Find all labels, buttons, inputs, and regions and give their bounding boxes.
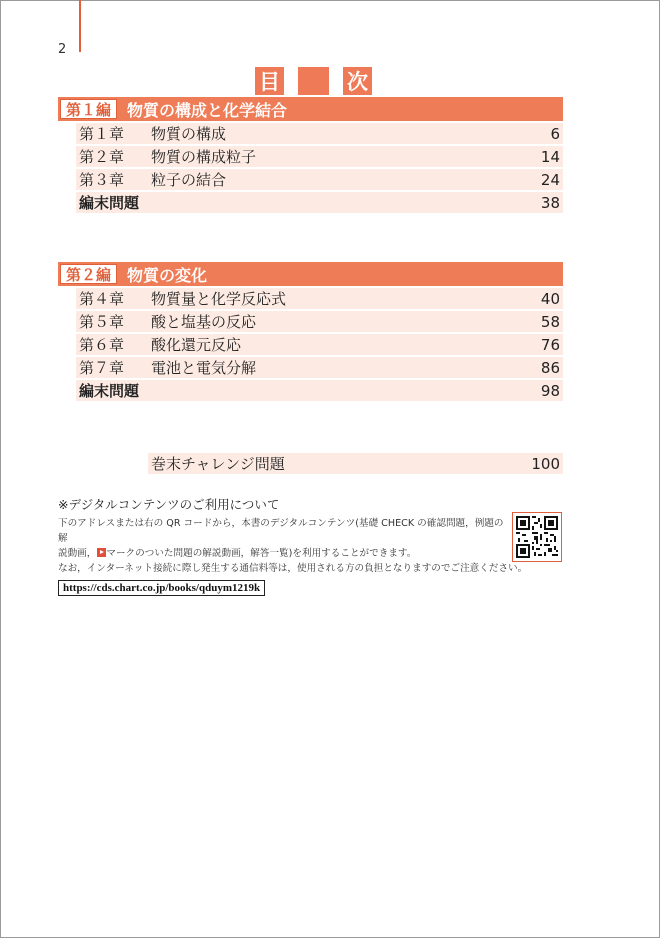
challenge-name: 巻末チャレンジ問題 bbox=[151, 455, 285, 473]
page-ref: 24 bbox=[540, 170, 560, 189]
page-ref: 38 bbox=[540, 193, 560, 212]
chapter-label: 第７章 bbox=[79, 359, 125, 377]
toc-row-chapter-2[interactable] bbox=[76, 146, 563, 167]
title-char-2: 次 bbox=[343, 67, 372, 95]
toc-row-chapter-1[interactable] bbox=[76, 123, 563, 144]
url-link[interactable]: https://cds.chart.co.jp/books/qduym1219k bbox=[58, 580, 265, 596]
play-icon bbox=[97, 548, 106, 557]
notice-line-2b: マークのついた問題の解説動画，解答一覧)を利用することができます。 bbox=[106, 548, 417, 559]
chapter-name: 酸化還元反応 bbox=[151, 336, 242, 354]
notice-title: ※デジタルコンテンツのご利用について bbox=[58, 497, 280, 512]
chapter-label: 第５章 bbox=[79, 313, 125, 331]
chapter-name: 物質量と化学反応式 bbox=[151, 290, 287, 308]
notice-body bbox=[58, 516, 528, 576]
page-ref: 100 bbox=[531, 454, 560, 473]
part-tag: 第１編 bbox=[60, 99, 117, 119]
review-name: 編末問題 bbox=[79, 382, 140, 400]
chapter-label: 第１章 bbox=[79, 125, 125, 143]
toc-row-chapter-5[interactable] bbox=[76, 311, 563, 332]
toc-row-challenge[interactable] bbox=[148, 453, 563, 474]
toc-row-chapter-6[interactable] bbox=[76, 334, 563, 355]
qr-code-icon[interactable] bbox=[512, 512, 562, 562]
toc-row-chapter-3[interactable] bbox=[76, 169, 563, 190]
title-char-1: 目 bbox=[255, 67, 284, 95]
part-2 bbox=[58, 262, 563, 401]
part-header bbox=[58, 262, 563, 286]
chapter-name: 電池と電気分解 bbox=[151, 359, 257, 377]
notice-line-2a: 説動画， bbox=[58, 548, 97, 559]
page-title bbox=[255, 67, 372, 95]
challenge-section bbox=[148, 451, 563, 474]
part-header bbox=[58, 97, 563, 121]
chapter-name: 物質の構成粒子 bbox=[151, 148, 257, 166]
page-ref: 98 bbox=[540, 381, 560, 400]
chapter-name: 物質の構成 bbox=[151, 125, 227, 143]
part-tag: 第２編 bbox=[60, 264, 117, 284]
part-title: 物質の変化 bbox=[127, 265, 208, 285]
page-ref: 58 bbox=[540, 312, 560, 331]
page-ref: 86 bbox=[540, 358, 560, 377]
part-1 bbox=[58, 97, 563, 213]
chapter-label: 第４章 bbox=[79, 290, 125, 308]
toc-row-part-review[interactable] bbox=[76, 192, 563, 213]
chapter-label: 第３章 bbox=[79, 171, 125, 189]
toc-row-chapter-4[interactable] bbox=[76, 288, 563, 309]
digital-content-notice bbox=[58, 495, 563, 596]
page-ref: 76 bbox=[540, 335, 560, 354]
notice-line-1: 下のアドレスまたは右の QR コードから，本書のデジタルコンテンツ(基礎 CHECK の確認問題，例題の解 bbox=[58, 518, 504, 544]
title-spacer-box bbox=[298, 67, 329, 95]
review-name: 編末問題 bbox=[79, 194, 140, 212]
chapter-label: 第２章 bbox=[79, 148, 125, 166]
qr-code-graphic bbox=[516, 516, 558, 558]
page-ref: 14 bbox=[540, 147, 560, 166]
toc-row-chapter-7[interactable] bbox=[76, 357, 563, 378]
part-title: 物質の構成と化学結合 bbox=[127, 100, 288, 120]
page-number: 2 bbox=[58, 42, 67, 57]
chapter-name: 粒子の結合 bbox=[151, 171, 227, 189]
toc-row-part-review[interactable] bbox=[76, 380, 563, 401]
chapter-name: 酸と塩基の反応 bbox=[151, 313, 257, 331]
page-ref: 6 bbox=[550, 124, 560, 143]
page-accent-rule bbox=[79, 0, 81, 52]
page-ref: 40 bbox=[540, 289, 560, 308]
chapter-label: 第６章 bbox=[79, 336, 125, 354]
notice-line-3: なお，インターネット接続に際し発生する通信料等は，使用される方の負担となりますのでご注意ください。 bbox=[58, 563, 528, 574]
